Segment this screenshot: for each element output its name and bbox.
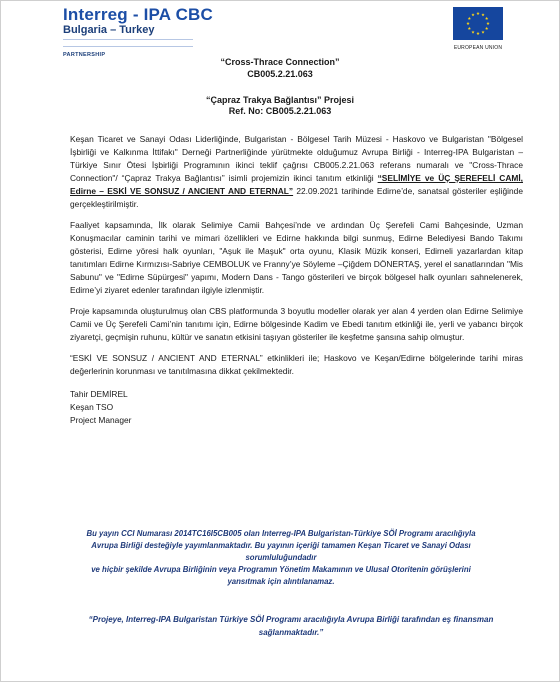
title-line-4: Ref. No: CB005.2.21.063 (228, 106, 332, 116)
paragraph-1-start: Keşan Ticaret ve Sanayi Odası Liderliğinde, Bulgaristan - Bölgesel Tarih Müzesi - Haskovo ve Bulgaristan "Bölgesel İşbirliği ve Kalkınma İttifakı" Derneği Partnerliğinde yürütmekte olduğumuz Avrupa Birliği - Interreg-IPA Bulgaristan – Türkiye Sınır Ötesi İşbirliği Programının ikinci teklif çağrısı CB005.2.21.063 referans numaralı ve "Cross-Thrace Connection"/ “Çapraz Trakya Bağlantısı” isimli projemizin ikinci tanıtım etkinliği (70, 134, 523, 183)
paragraph-2: Faaliyet kapsamında, İlk olarak Selimiye Camii Bahçesi’nde ve ardından Üç Şerefeli Cami Bahçesinde, Uzman Konuşmacılar caminin tarihi ve mimari özellikleri ve Edirne hakkında bilgi sunmuş, Edirne Belediyesi Bando Takımı gösterisi, Edirne yöresi halk oyunları, "Aşuk ile Maşuk" orta oyunu, Klasik Müzik konseri, Edirneli yazarlardan kitap tanıtımları Edirne Kırmızısı-Sabriye CEMBOLUK ve Franny’ye Söyleme –Çiğdem DÖNERTAŞ, yerel el sanatlarından "Mis Sabunu" ve "Edirne Süpürgesi" yapımı, Modern Dans - Tango gösterileri ve birçok bölgesel halk oyunları sahnelenerek, Edirne’yi ziyaret edenler tarafından ilgiyle izlenmiştir. (70, 220, 523, 295)
paragraph-1 (70, 133, 523, 211)
paragraph-3: Proje kapsamında oluşturulmuş olan CBS platformunda 3 boyutlu modeller olarak yer alan 4 yerden olan Edirne Selimiye Camii ve Üç Şerefeli Cami’nin tanıtımı için, Edirne bölgesinde Kadim ve Ebedi tanıtım etkinliği ile, yerli ve yabancı birçok ziyaretçi, geçmişin ruhunu, kültür ve sanatın etkisini taşıyan gösteriler ile keşfetme şansına sahip olmuştur. (70, 306, 523, 342)
disclaimer-line-1: Bu yayın CCI Numarası 2014TC16I5CB005 olan Interreg-IPA Bulgaristan-Türkiye SÖİ Programı aracılığıyla Avrupa Birliği desteğiyle yayımlanmaktadır. Bu yayının içeriği tamamen Keşan Ticaret ve Sanayi Odası sorumluluğundadır (86, 529, 476, 562)
title-block-turkish (1, 95, 559, 117)
eu-flag-icon (453, 7, 503, 40)
signature-name: Tahir DEMİREL (70, 389, 128, 399)
signature-org: Keşan TSO (70, 402, 114, 412)
interreg-logo-region: Bulgaria – Turkey (63, 24, 155, 36)
funding-note: “Projeye, Interreg-IPA Bulgaristan Türkiye SÖİ Programı aracılığıyla Avrupa Birliği tarafından eş finansman sağlanmaktadır.” (88, 615, 494, 637)
disclaimer-block (81, 528, 481, 588)
signature-role: Project Manager (70, 415, 132, 425)
interreg-logo-title: Interreg - IPA CBC (63, 5, 214, 24)
title-line-3: “Çapraz Trakya Bağlantısı” Projesi (205, 95, 355, 105)
event-title-highlight: “SELİMİYE ve ÜÇ ŞEREFELİ CAMİ, Edirne – ESKİ VE SONSUZ / ANCIENT AND ETERNAL” (70, 173, 523, 196)
signature-block (70, 388, 523, 427)
interreg-logo-lines (63, 39, 193, 47)
document-body (70, 133, 523, 427)
title-line-2: CB005.2.21.063 (247, 69, 313, 79)
disclaimer-line-2: ve hiçbir şekilde Avrupa Birliğinin veya Programın Yönetim Makamının ve Ulusal Otoritenin görüşlerini yansıtmak için alıntılanamaz. (91, 565, 471, 586)
interreg-logo-partnership: PARTNERSHIP (63, 52, 106, 58)
paragraph-1-end: 22.09.2021 tarihinde Edirne’de, sanatsal gösteriler eşliğinde gerçekleştirilmiştir. (70, 186, 523, 209)
eu-caption: EUROPEAN UNION (453, 45, 503, 51)
paragraph-4: “ESKİ VE SONSUZ / ANCIENT AND ETERNAL” etkinlikleri ile; Haskovo ve Keşan/Edirne bölgelerinde tarihi miras değerlerinin korunması ve tanıtılmasına dikkat çekilmektedir. (70, 353, 523, 376)
title-block-english (1, 56, 559, 80)
title-line-1: “Cross-Thrace Connection” (220, 57, 340, 67)
